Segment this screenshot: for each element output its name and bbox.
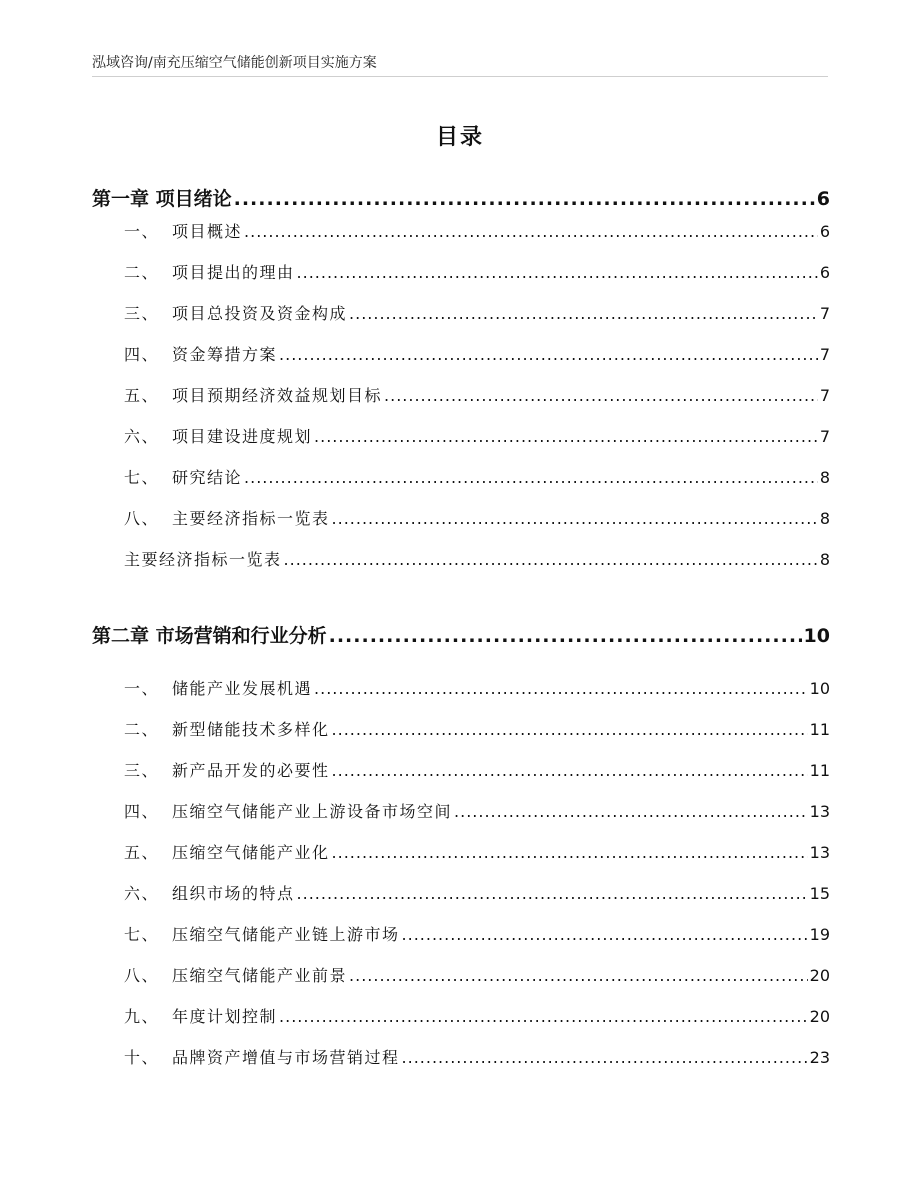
entry-title: 项目预期经济效益规划目标 [172, 386, 383, 405]
page-number: 20 [809, 966, 830, 985]
dot-leader [402, 925, 808, 944]
dot-leader [234, 188, 815, 210]
entry-title: 组织市场的特点 [172, 884, 295, 903]
dot-leader [244, 222, 818, 241]
entry-number: 四、 [124, 345, 160, 364]
toc-entry[interactable] [92, 840, 830, 863]
entry-title: 压缩空气储能产业链上游市场 [172, 925, 400, 944]
dot-leader [349, 966, 808, 985]
entry-number: 八、 [124, 966, 160, 985]
entry-title: 项目总投资及资金构成 [172, 304, 348, 323]
page-number: 8 [819, 509, 830, 528]
toc-entry[interactable] [92, 383, 830, 406]
entry-number: 三、 [124, 304, 160, 323]
entry-title: 年度计划控制 [172, 1007, 278, 1026]
entry-title: 新产品开发的必要性 [172, 761, 330, 780]
page-number: 23 [809, 1048, 830, 1067]
toc-entry[interactable] [92, 676, 830, 699]
dot-leader [332, 509, 818, 528]
toc-entry[interactable] [92, 1045, 830, 1068]
entry-number: 七、 [124, 468, 160, 487]
entry-number: 五、 [124, 386, 160, 405]
entry-title: 项目概述 [172, 222, 243, 241]
header-divider [92, 76, 828, 77]
toc-entry[interactable] [92, 922, 830, 945]
toc-entry[interactable] [92, 260, 830, 283]
page-number: 6 [816, 188, 830, 210]
toc-entry[interactable] [92, 1004, 830, 1027]
dot-leader [297, 884, 808, 903]
page-number: 11 [809, 761, 830, 780]
toc-entry[interactable] [92, 424, 830, 447]
entry-number: 六、 [124, 884, 160, 903]
entry-title: 项目建设进度规划 [172, 427, 313, 446]
page-number: 13 [809, 843, 830, 862]
toc-chapter-1[interactable] [92, 184, 830, 211]
toc-entry[interactable] [92, 799, 830, 822]
running-header: 泓域咨询/南充压缩空气储能创新项目实施方案 [92, 55, 377, 71]
entry-title: 压缩空气储能产业上游设备市场空间 [172, 802, 453, 821]
page-number: 13 [809, 802, 830, 821]
toc-entry[interactable] [92, 717, 830, 740]
dot-leader [402, 1048, 808, 1067]
page-number: 6 [819, 222, 830, 241]
toc-chapter-2[interactable] [92, 621, 830, 648]
toc-title: 目录 [435, 125, 484, 150]
dot-leader [454, 802, 808, 821]
dot-leader [284, 550, 818, 569]
page-number: 7 [819, 304, 830, 323]
toc-entry[interactable] [92, 301, 830, 324]
entry-title: 新型储能技术多样化 [172, 720, 330, 739]
entry-number: 三、 [124, 761, 160, 780]
page-number: 8 [819, 550, 830, 569]
page-number: 7 [819, 386, 830, 405]
page-number: 6 [819, 263, 830, 282]
entry-title: 储能产业发展机遇 [172, 679, 313, 698]
entry-number: 四、 [124, 802, 160, 821]
entry-title: 项目提出的理由 [172, 263, 295, 282]
entry-title: 压缩空气储能产业前景 [172, 966, 348, 985]
entry-number: 一、 [124, 679, 160, 698]
entry-number: 七、 [124, 925, 160, 944]
dot-leader [279, 345, 818, 364]
dot-leader [332, 843, 808, 862]
toc-entry[interactable] [92, 881, 830, 904]
entry-title: 研究结论 [172, 468, 243, 487]
dot-leader [332, 720, 808, 739]
entry-title: 主要经济指标一览表 [124, 550, 282, 569]
toc-entry[interactable] [92, 342, 830, 365]
entry-number: 六、 [124, 427, 160, 446]
page-number: 8 [819, 468, 830, 487]
dot-leader [329, 625, 802, 647]
page-number: 19 [809, 925, 830, 944]
entry-number: 五、 [124, 843, 160, 862]
dot-leader [314, 427, 818, 446]
page-number: 10 [803, 625, 830, 647]
toc-entry[interactable] [92, 465, 830, 488]
toc-entry[interactable] [92, 506, 830, 529]
entry-number: 二、 [124, 263, 160, 282]
entry-number: 八、 [124, 509, 160, 528]
entry-title: 资金筹措方案 [172, 345, 278, 364]
toc-table-entry[interactable] [92, 547, 830, 570]
dot-leader [244, 468, 818, 487]
chapter-label: 第二章 市场营销和行业分析 [92, 625, 327, 647]
page-number: 15 [809, 884, 830, 903]
page-number: 10 [809, 679, 830, 698]
page-number: 11 [809, 720, 830, 739]
toc-entry[interactable] [92, 963, 830, 986]
toc-entry[interactable] [92, 758, 830, 781]
dot-leader [349, 304, 818, 323]
entry-number: 二、 [124, 720, 160, 739]
dot-leader [297, 263, 818, 282]
toc-entry[interactable] [92, 219, 830, 242]
entry-title: 压缩空气储能产业化 [172, 843, 330, 862]
entry-title: 主要经济指标一览表 [172, 509, 330, 528]
entry-number: 十、 [124, 1048, 160, 1067]
page-number: 7 [819, 427, 830, 446]
entry-number: 九、 [124, 1007, 160, 1026]
page-number: 7 [819, 345, 830, 364]
dot-leader [314, 679, 808, 698]
dot-leader [384, 386, 818, 405]
dot-leader [279, 1007, 808, 1026]
entry-title: 品牌资产增值与市场营销过程 [172, 1048, 400, 1067]
chapter-label: 第一章 项目绪论 [92, 188, 232, 210]
entry-number: 一、 [124, 222, 160, 241]
page-number: 20 [809, 1007, 830, 1026]
dot-leader [332, 761, 808, 780]
